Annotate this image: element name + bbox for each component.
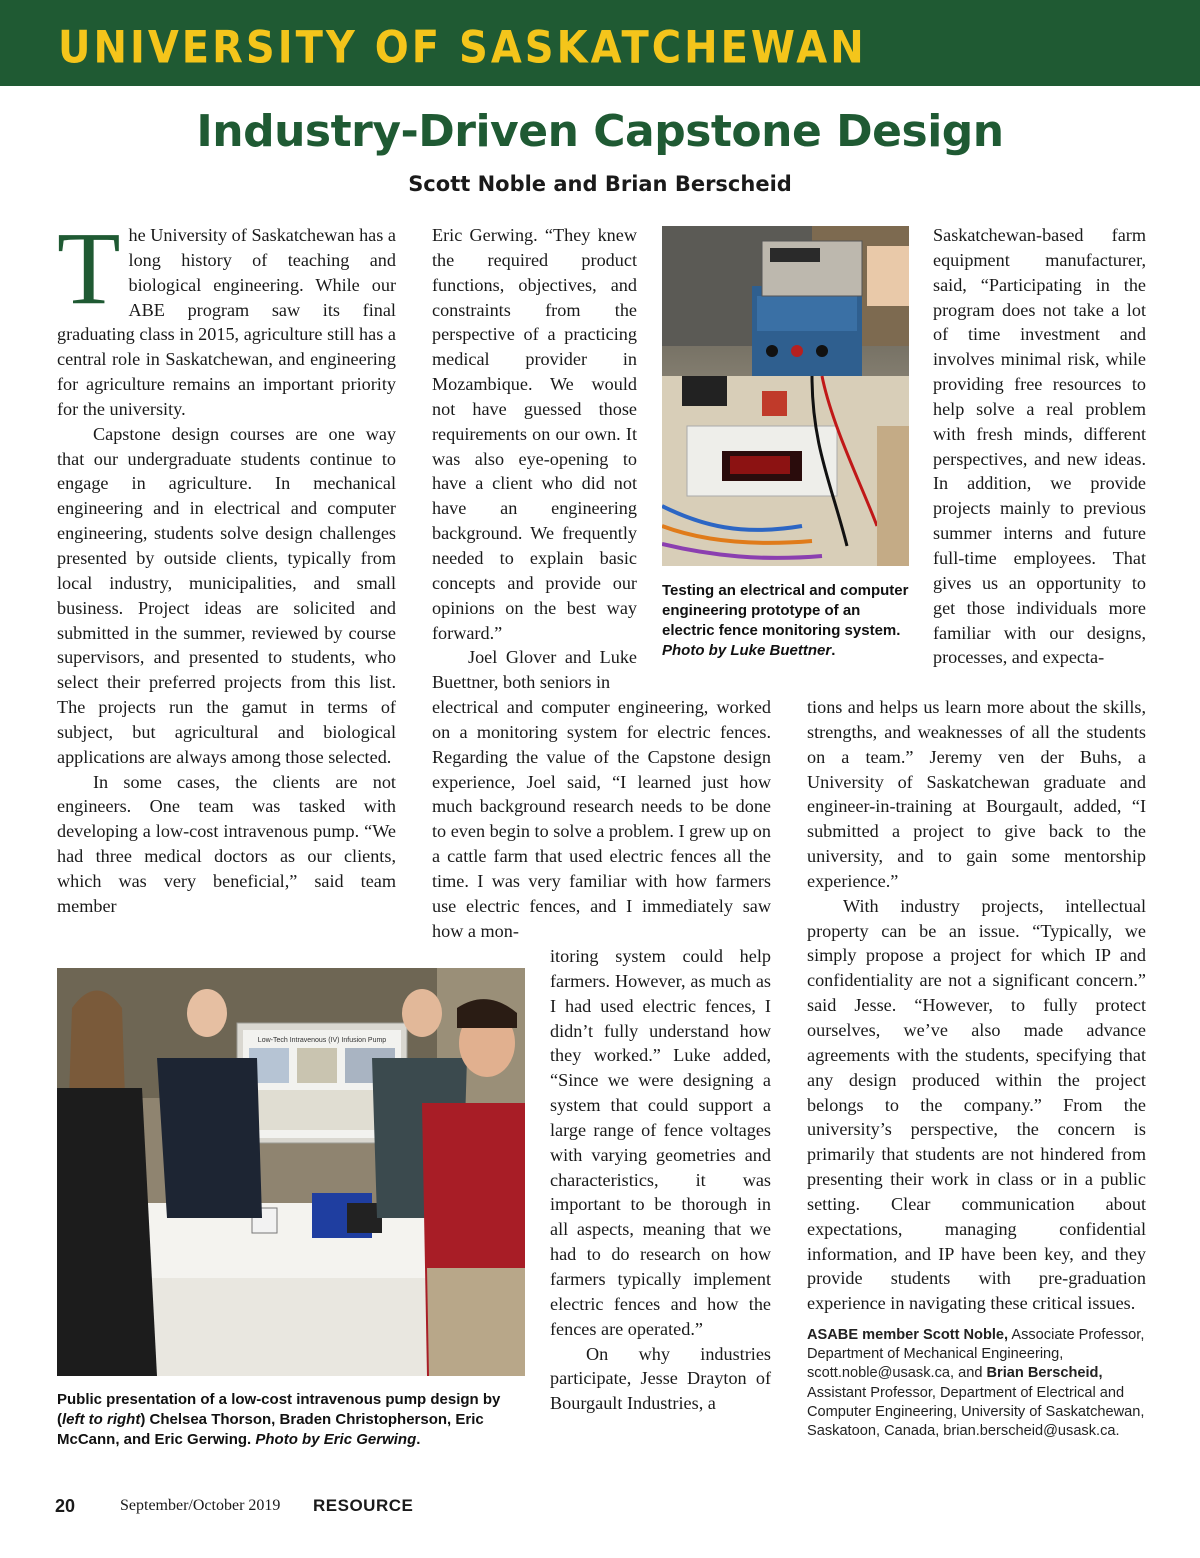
caption-text: Public presentation of a low-cost intravenous pump design by (	[57, 1391, 501, 1428]
figure-1-caption	[662, 581, 912, 661]
author-name: ASABE member Scott Noble,	[807, 1327, 1009, 1343]
issue-date: September/October 2019	[120, 1497, 281, 1514]
paragraph: With industry projects, intellectual property can be an issue. “Typically, we simply propose a project for which IP and confidentiality are not a significant concern.” said Jesse. “However, to fully protect ourselves, we’ve also made advance agreements with the students, specifying that any design produced within the project belongs to the company.” From the university’s perspective, the concern is primarily that students are not hindered from presenting their work in class or in a public setting. Clear communication about expectations, managing confidential information, and IP have been key, and they provide students with pre-graduation experience in navigating these critical issues.	[807, 895, 1146, 1314]
author-bio	[807, 1326, 1152, 1441]
page-number: 20	[55, 1496, 76, 1516]
paragraph: tions and helps us learn more about the skills, strengths, and weaknesses of all the students on a team.” Jeremy ven der Buhs, a University of Saskatchewan graduate and engineer-in-training at Bourgault, added, “I submitted a project to give back to the university, and to gain some mentorship experience.”	[807, 697, 1146, 891]
paragraph: Joel Glover and Luke Buettner, both seniors in	[432, 647, 637, 693]
author-name: Brian Berscheid,	[986, 1365, 1103, 1382]
column-4	[933, 223, 1146, 670]
caption-names: ) Chelsea Thorson, Braden Christopherson, Eric McCann, and Eric Gerwing.	[57, 1411, 484, 1448]
paragraph: Eric Gerwing. “They knew the required product functions, objectives, and constraints from the perspective of a practicing medical provider in Mozambique. We would not have guessed those requirements on our own. It was also eye-opening to have a client who did not have an engineering background. We frequently needed to explain basic concepts and provide our opinions on the best way forward.”	[432, 225, 637, 643]
figure-2-caption	[57, 1390, 532, 1450]
header-banner	[0, 0, 1200, 86]
column-3	[807, 695, 1146, 1316]
paragraph: electrical and computer engineering, worked on a monitoring system for electric fences. Regarding the value of the Capstone design experience, Joel said, “I learned just how much background research needs to be done to even begin to solve a problem. I grew up on a cattle farm that used electric fences all the time. I was very familiar with how farmers use electric fences, and I immediately saw how a mon-	[432, 697, 771, 941]
paragraph: On why industries participate, Jesse Drayton of Bourgault Industries, a	[550, 1343, 771, 1414]
photo-credit: Photo by Eric Gerwing	[255, 1431, 417, 1448]
caption-italic: left to right	[62, 1411, 141, 1428]
author-affiliation: Assistant Professor, Department of Electrical and Computer Engineering, University of Saskatchewan, Saskatoon, Canada, brian.berscheid@usask.ca.	[807, 1384, 1145, 1440]
photo-credit: Photo by Luke Buettner	[662, 642, 832, 659]
university-banner-title: UNIVERSITY OF SASKATCHEWAN	[58, 22, 867, 74]
paragraph: itoring system could help farmers. However, as much as I had used electric fences, I didn’t fully understand how they worked.” Luke added, “Since we were designing a system that could support a large range of fence voltages with varying geometries and characteristics, it was important to be thorough in all aspects, meaning that we had to do research on how farmers typically implement electric fences and how the fences are operated.”	[550, 946, 771, 1339]
article-byline: Scott Noble and Brian Berscheid	[408, 172, 792, 196]
column-1	[57, 211, 396, 919]
paragraph	[57, 211, 396, 422]
column-2-narrow	[550, 944, 771, 1416]
caption-end: .	[831, 642, 836, 659]
paragraph: Capstone design courses are one way that our undergraduate students continue to engage in agriculture. In mechanical engineering and in electrical and computer engineering, students solve design challenges presented by outside clients, typically from local industry, municipalities, and small business. Project ideas are solicited and submitted in the summer, reviewed by course supervisors, and presented to students, who select their preferred projects from this list. The projects run the gamut in terms of subject, but agricultural and biological applications are always among those selected.	[57, 423, 396, 767]
caption-end: .	[416, 1431, 421, 1448]
iv-pump-presentation-photo	[57, 968, 525, 1376]
electric-fence-prototype-photo	[662, 226, 909, 566]
column-2	[432, 223, 637, 695]
caption-text: Testing an electrical and computer engineering prototype of an electric fence monitoring system.	[662, 582, 909, 639]
paragraph: Saskatchewan-based farm equipment manufacturer, said, “Participating in the program does not take a lot of time investment and involves minimal risk, while providing free resources to help solve a real problem with fresh minds, different perspectives, and new ideas. In addition, we provide projects mainly to previous summer interns and future full-time employees. That gives us an opportunity to get those individuals more familiar with our designs, processes, and expecta-	[933, 225, 1146, 668]
drop-cap: T	[57, 211, 121, 326]
paragraph: In some cases, the clients are not engineers. One team was tasked with developing a low-cost intravenous pump. “We had three medical doctors as our clients, which was very beneficial,” said team member	[57, 771, 396, 916]
paragraph-text: he University of Saskatchewan has a long history of teaching and biological engineering. While our ABE program saw its final graduating class in 2015, agriculture still has a central role in Saskatchewan, and engineering for agriculture remains an important priority for the university.	[57, 225, 396, 419]
author-affiliation: Associate Professor, Department of Mechanical Engineering, scott.noble@usask.ca, and	[807, 1327, 1145, 1382]
article-title: Industry-Driven Capstone Design	[196, 106, 1004, 157]
publication-name: RESOURCE	[313, 1496, 414, 1515]
column-2-wide	[432, 695, 771, 943]
poster-title: Low-Tech Intravenous (IV) Infusion Pump	[257, 1037, 387, 1044]
